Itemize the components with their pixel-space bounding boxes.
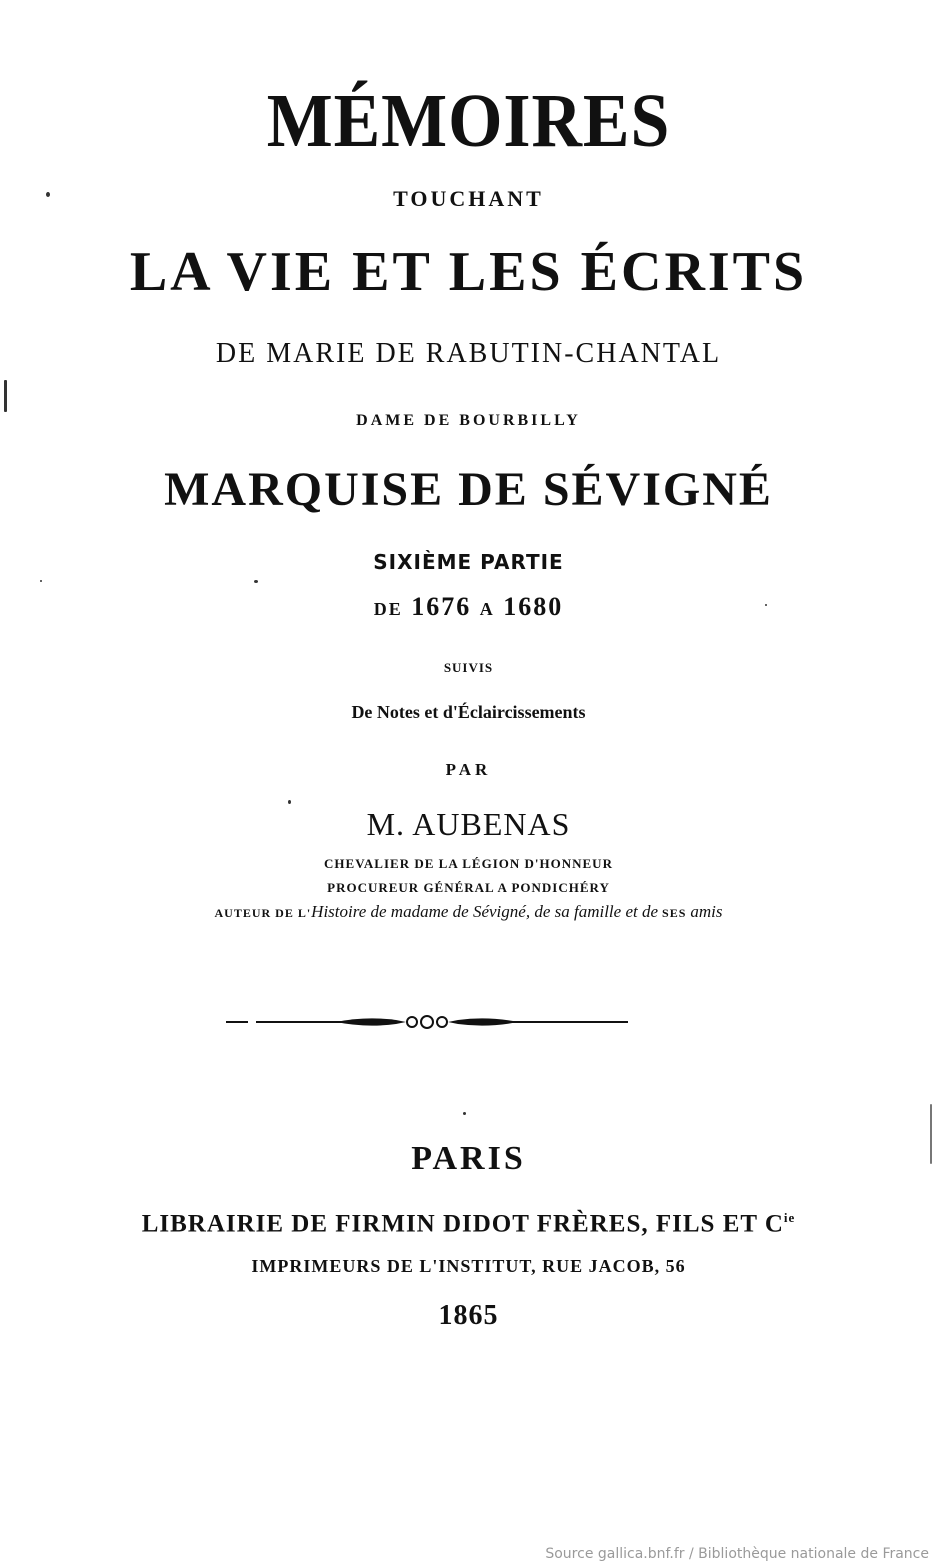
- suivis: SUIVIS: [443, 660, 494, 675]
- publisher-sup: ie: [783, 1210, 796, 1225]
- credential-3-prefix: AUTEUR DE L': [214, 906, 312, 920]
- scan-speck: [4, 380, 7, 412]
- credential-3-sc: SES: [658, 906, 691, 920]
- scan-speck: [463, 1112, 466, 1115]
- subject-line: DE MARIE DE RABUTIN-CHANTAL: [215, 338, 722, 369]
- title: MÉMOIRES: [266, 79, 671, 163]
- part-line: SIXIÈME PARTIE: [373, 550, 564, 574]
- date-from: 1676: [411, 592, 472, 621]
- year: 1865: [438, 1300, 499, 1331]
- publisher-name: LIBRAIRIE DE FIRMIN DIDOT FRÈRES, FILS ET C: [141, 1210, 784, 1238]
- main-title: LA VIE ET LES ÉCRITS: [129, 241, 808, 303]
- touchant: TOUCHANT: [393, 186, 544, 211]
- printer: IMPRIMEURS DE L'INSTITUT, RUE JACOB, 56: [251, 1256, 686, 1276]
- date-from-prefix: DE: [373, 599, 403, 619]
- publisher: [0, 1210, 937, 1238]
- date-to-prefix: A: [479, 599, 495, 619]
- marquise-line: MARQUISE DE SÉVIGNÉ: [164, 463, 773, 516]
- scan-speck: [46, 192, 50, 197]
- scan-speck: [288, 800, 291, 804]
- credential-3-mid: , de sa famille et de: [525, 902, 659, 921]
- scan-speck: [765, 604, 767, 606]
- par: PAR: [445, 760, 492, 779]
- credential-3-end: amis: [690, 902, 723, 921]
- notes-line: De Notes et d'Éclaircissements: [351, 702, 586, 722]
- scan-speck: [930, 1104, 932, 1164]
- dame-line: DAME DE BOURBILLY: [356, 412, 581, 429]
- ornamental-rule-icon: [226, 1010, 628, 1034]
- date-to: 1680: [503, 592, 564, 621]
- date-range: [0, 592, 937, 622]
- credential-3-work: Histoire de madame de Sévigné: [311, 902, 526, 921]
- city: PARIS: [411, 1140, 526, 1177]
- author: M. AUBENAS: [366, 806, 571, 842]
- credential-2: PROCUREUR GÉNÉRAL A PONDICHÉRY: [327, 880, 610, 895]
- credential-3: [0, 902, 937, 922]
- scan-speck: [254, 580, 258, 583]
- credential-1: CHEVALIER DE LA LÉGION D'HONNEUR: [324, 856, 613, 871]
- scan-speck: [40, 580, 42, 582]
- source-footer: Source gallica.bnf.fr / Bibliothèque nationale de France: [545, 1546, 929, 1562]
